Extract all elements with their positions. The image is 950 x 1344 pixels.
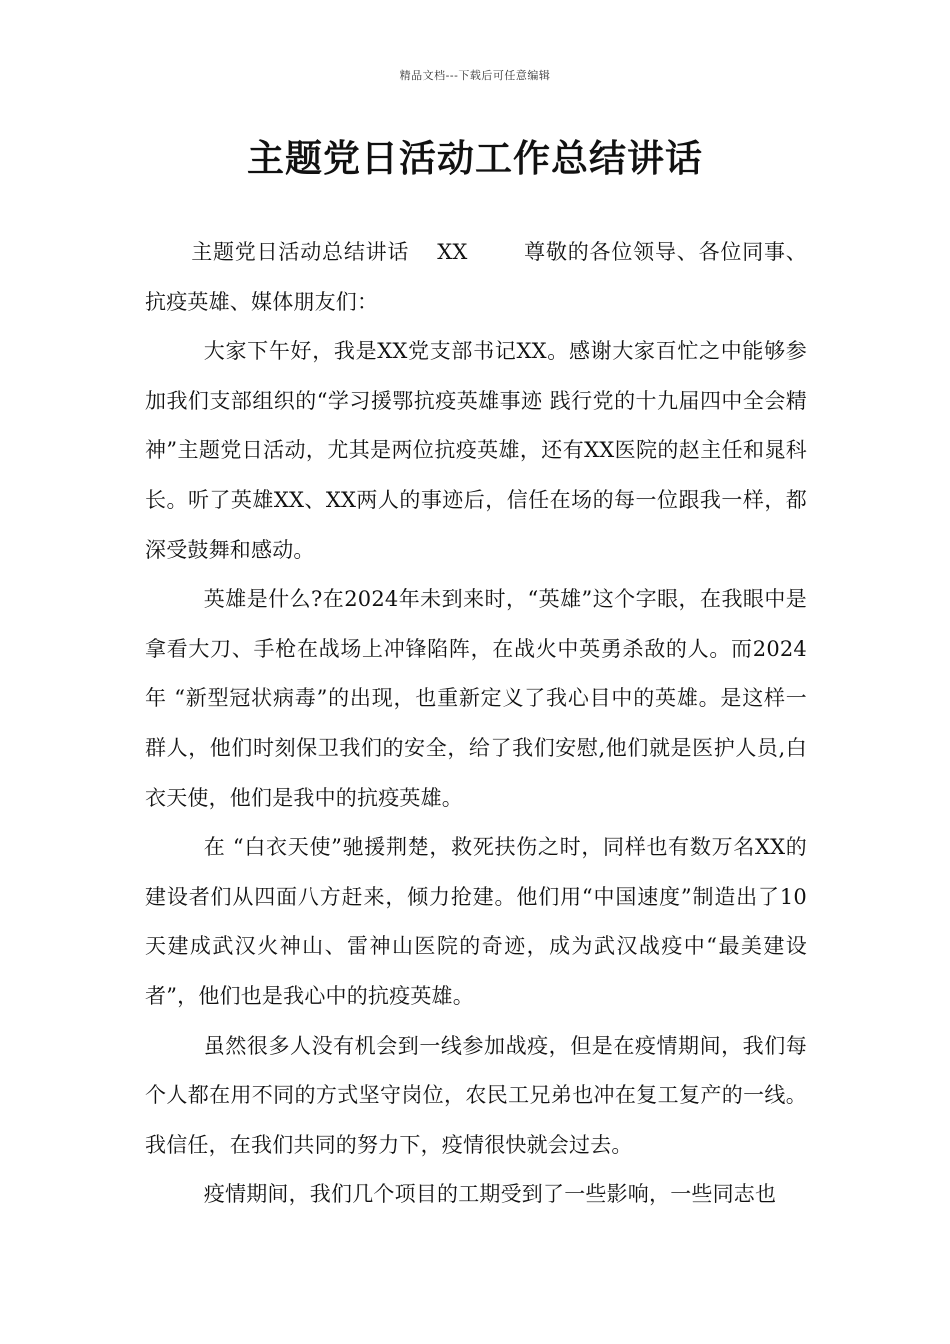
body-paragraph-4: 虽然很多人没有机会到一线参加战疫，但是在疫情期间，我们每个人都在用不同的方式坚守岗位，农民工兄弟也冲在复工复产的一线。我信任，在我们共同的努力下，疫情很快就会过去。 xyxy=(145,1033,807,1157)
header-note: 精品文档---下载后可任意编辑 xyxy=(399,69,551,82)
body-paragraph-5: 疫情期间，我们几个项目的工期受到了一些影响，一些同志也 xyxy=(203,1182,777,1207)
body-paragraph-1: 大家下午好，我是XX党支部书记XX。感谢大家百忙之中能够参加我们支部组织的“学习援鄂抗疫英雄事迹 践行党的十九届四中全会精神”主题党日活动，尤其是两位抗疫英雄，还有XX医院的赵主任和晁科长。听了英雄XX、XX两人的事迹后，信任在场的每一位跟我一样，都深受鼓舞和感动。 xyxy=(145,339,807,562)
opening-paragraph xyxy=(145,228,807,327)
opening-placeholder: XX xyxy=(437,240,468,264)
document-body xyxy=(145,228,807,1220)
opening-lead: 主题党日活动总结讲话 xyxy=(191,240,410,264)
document-title: 主题党日活动工作总结讲话 xyxy=(247,137,703,180)
body-paragraph-3: 在 “白衣天使”驰援荆楚，救死扶伤之时，同样也有数万名XX的建设者们从四面八方赶来，倾力抢建。他们用“中国速度”制造出了10天建成武汉火神山、雷神山医院的奇迹，成为武汉战疫中“最美建设者”，他们也是我心中的抗疫英雄。 xyxy=(145,835,807,1008)
opening-greeting: 尊敬的各位领导、各位同事、抗疫英雄、媒体朋友们： xyxy=(145,240,807,314)
body-paragraph-2: 英雄是什么?在2024年未到来时，“英雄”这个字眼，在我眼中是拿看大刀、手枪在战场上冲锋陷阵，在战火中英勇杀敌的人。而2024年 “新型冠状病毒”的出现，也重新定义了我心目中的英雄。是这样一群人，他们时刻保卫我们的安全，给了我们安慰,他们就是医护人员,白衣天使，他们是我中的抗疫英雄。 xyxy=(145,587,807,810)
